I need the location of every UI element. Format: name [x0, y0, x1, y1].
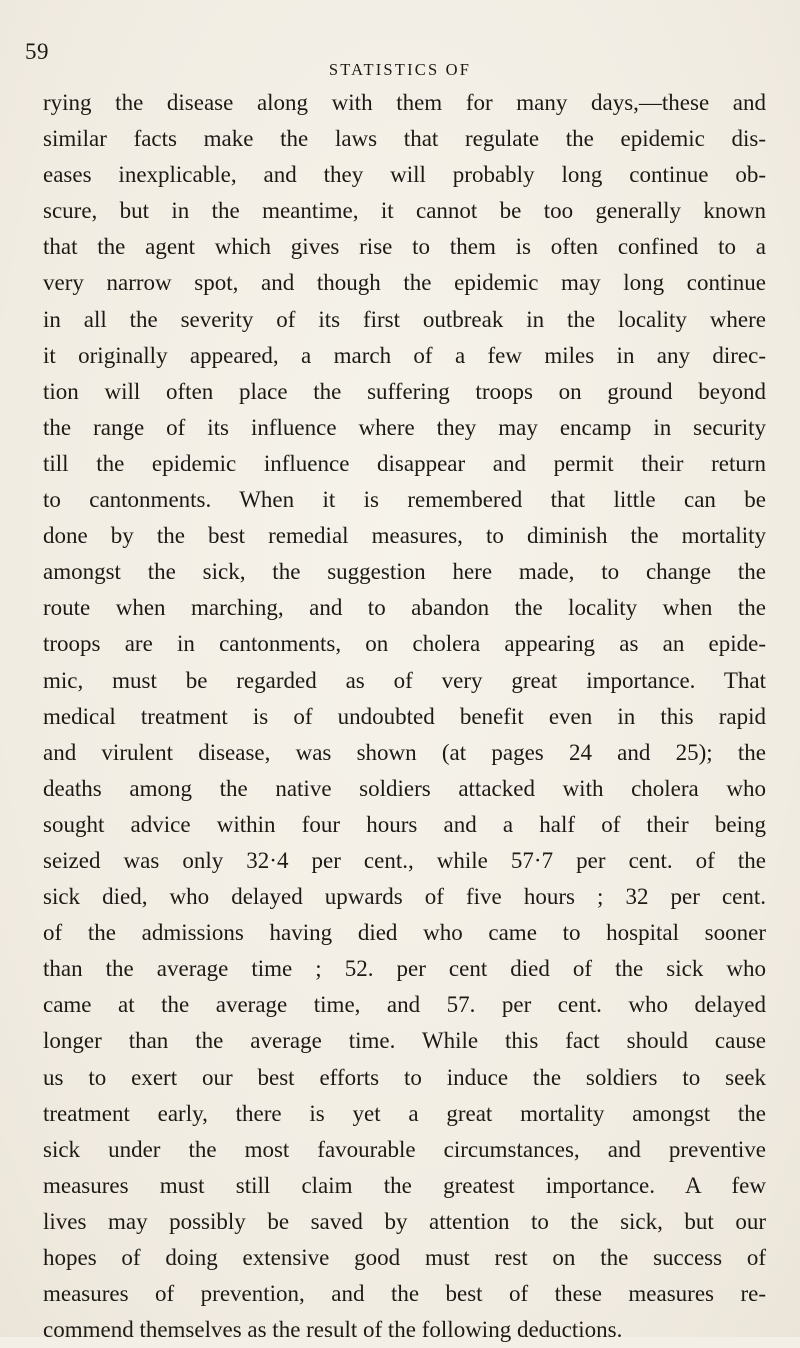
page-number: 59: [25, 39, 49, 64]
text-line: and virulent disease, was shown (at pages 24 and 25); the: [43, 739, 766, 765]
text-line: sick under the most favourable circumstances, and preventive: [43, 1136, 766, 1162]
text-line: that the agent which gives rise to them is often confined to a: [43, 234, 766, 260]
text-line: scure, but in the meantime, it cannot be too generally known: [43, 198, 766, 224]
text-line: eases inexplicable, and they will probably long continue ob-: [43, 162, 766, 188]
body-paragraph: [43, 85, 766, 1348]
text-line: in all the severity of its first outbreak in the locality where: [43, 306, 766, 332]
text-line: similar facts make the laws that regulate the epidemic dis-: [43, 126, 766, 152]
text-line: seized was only 32·4 per cent., while 57·7 per cent. of the: [43, 847, 766, 873]
text-line: longer than the average time. While this fact should cause: [43, 1028, 766, 1054]
text-line: measures of prevention, and the best of these measures re-: [43, 1281, 766, 1307]
text-line: medical treatment is of undoubted benefit even in this rapid: [43, 703, 766, 729]
text-line: sought advice within four hours and a half of their being: [43, 811, 766, 837]
text-line: lives may possibly be saved by attention to the sick, but our: [43, 1208, 766, 1234]
text-line: of the admissions having died who came to hospital sooner: [43, 920, 766, 946]
text-line: hopes of doing extensive good must rest on the success of: [43, 1245, 766, 1270]
text-line: it originally appeared, a march of a few miles in any direc-: [43, 342, 766, 368]
text-line: the range of its influence where they may encamp in security: [43, 414, 766, 440]
text-line: commend themselves as the result of the following deductions.: [43, 1317, 623, 1343]
text-line: rying the disease along with them for many days,—these and: [43, 90, 766, 115]
text-line: measures must still claim the greatest importance. A few: [43, 1172, 766, 1198]
text-line: very narrow spot, and though the epidemic may long continue: [43, 270, 766, 296]
text-line: amongst the sick, the suggestion here made, to change the: [43, 559, 766, 585]
text-line: than the average time ; 52. per cent died of the sick who: [43, 956, 766, 982]
text-line: came at the average time, and 57. per cent. who delayed: [43, 992, 766, 1018]
text-line: us to exert our best efforts to induce the soldiers to seek: [43, 1064, 766, 1090]
text-line: mic, must be regarded as of very great importance. That: [43, 667, 766, 693]
text-line: till the epidemic influence disappear and permit their return: [43, 450, 766, 476]
text-line: treatment early, there is yet a great mortality amongst the: [43, 1100, 766, 1126]
text-line: deaths among the native soldiers attacked with cholera who: [43, 775, 766, 801]
text-line: troops are in cantonments, on cholera appearing as an epide-: [43, 631, 766, 657]
text-line: to cantonments. When it is remembered that little can be: [43, 487, 766, 513]
text-line: tion will often place the suffering troops on ground beyond: [43, 378, 766, 404]
text-line: route when marching, and to abandon the locality when the: [43, 595, 766, 621]
running-header: STATISTICS OF: [328, 60, 472, 79]
text-line: sick died, who delayed upwards of five hours ; 32 per cent.: [43, 884, 766, 910]
text-line: done by the best remedial measures, to diminish the mortality: [43, 523, 766, 549]
